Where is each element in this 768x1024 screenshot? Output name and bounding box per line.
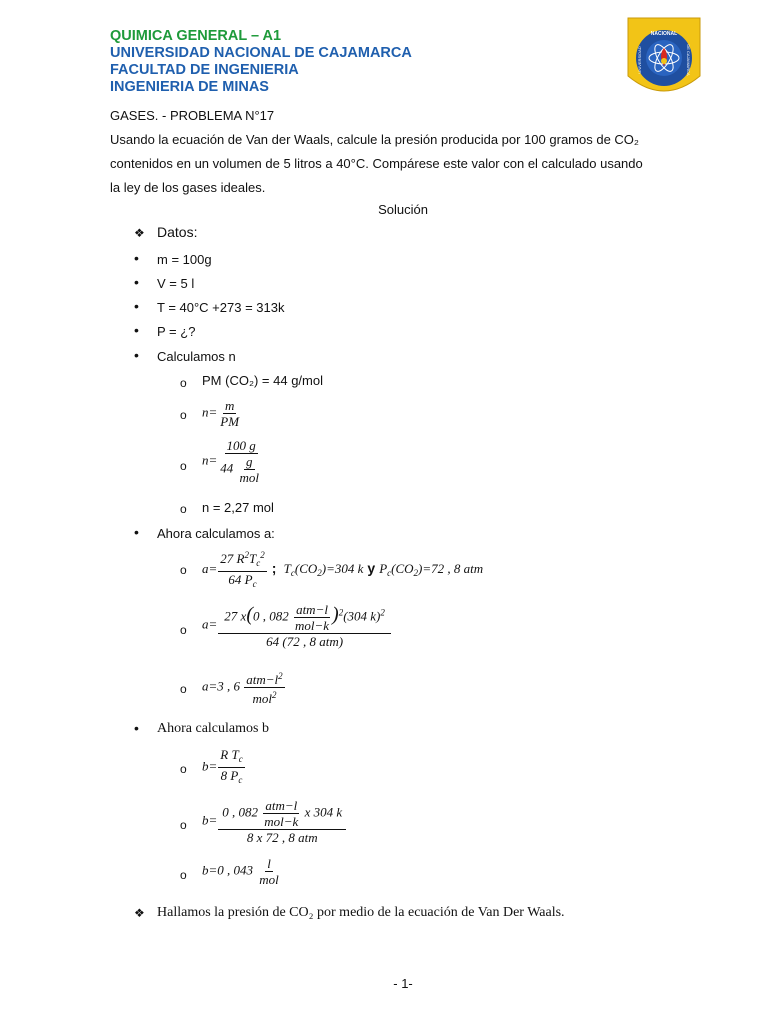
dato-pressure: P = ¿? xyxy=(157,324,196,339)
university-name: UNIVERSIDAD NACIONAL DE CAJAMARCA xyxy=(110,45,412,61)
formula-a-substituted: a= 27 x(0 , 082 $\frac{\text{atm−l}}{\text{mol−k}}$ )$^2$(304 k)$^2$ 64 (72 , 8 atm) xyxy=(202,602,392,649)
page-number: - 1- xyxy=(393,976,413,991)
bullet-icon: • xyxy=(134,274,139,290)
logo-right-text: DE CAJAMARCA xyxy=(686,44,691,76)
dato-temperature: T = 40°C +273 = 313k xyxy=(157,300,285,315)
diamond-bullet-icon: ❖ xyxy=(134,906,145,920)
dato-volume: V = 5 l xyxy=(157,276,195,291)
diamond-bullet-icon: ❖ xyxy=(134,226,145,240)
final-step-label: Hallamos la presión de CO₂ por medio de la ecuación de Van Der Waals. xyxy=(157,905,565,920)
solution-heading: Solución xyxy=(378,202,428,217)
calc-a-label: Ahora calculamos a: xyxy=(157,526,275,541)
formula-n-m-over-pm: n= $\frac{m}{PM}$ xyxy=(202,398,240,429)
circle-bullet-icon: o xyxy=(180,376,187,390)
calc-b-label: Ahora calculamos b xyxy=(157,721,269,736)
circle-bullet-icon: o xyxy=(180,682,187,696)
bullet-icon: • xyxy=(134,720,139,736)
formula-b-result: b=0 , 043 $\frac{l}{\text{mol}}$ xyxy=(202,856,279,887)
molar-mass: PM (CO₂) = 44 g/mol xyxy=(202,373,323,388)
dato-mass: m = 100g xyxy=(157,252,212,267)
bullet-icon: • xyxy=(134,322,139,338)
bullet-icon: • xyxy=(134,298,139,314)
circle-bullet-icon: o xyxy=(180,459,187,473)
formula-a-result: a=3 , 6 $\frac{atm-l^2}{mol^2}$ xyxy=(202,671,283,706)
circle-bullet-icon: o xyxy=(180,563,187,577)
formula-b-substituted: b= 0 , 082 $\frac{\text{atm−l}}{\text{mol−k}}$ x 304 k 8 x 72 , 8 atm xyxy=(202,798,347,845)
problem-statement-line-1: Usando la ecuación de Van der Waals, calcule la presión producida por 100 gramos de CO₂ xyxy=(110,132,639,147)
circle-bullet-icon: o xyxy=(180,762,187,776)
logo-top-text: NACIONAL xyxy=(650,31,678,37)
n-result: n = 2,27 mol xyxy=(202,500,274,515)
school-name: INGENIERIA DE MINAS xyxy=(110,79,269,95)
problem-title: GASES. - PROBLEMA N°17 xyxy=(110,108,275,123)
problem-statement-line-2: contenidos en un volumen de 5 litros a 40°C. Compárese este valor con el calculado usando xyxy=(110,156,643,171)
circle-bullet-icon: o xyxy=(180,502,187,516)
datos-title: Datos: xyxy=(157,224,198,240)
bullet-icon: • xyxy=(134,524,139,540)
university-logo xyxy=(626,16,702,100)
formula-b-general: b= $\frac{R T_c}{8 P_c}$ xyxy=(202,747,243,785)
calc-n-label: Calculamos n xyxy=(157,349,236,364)
circle-bullet-icon: o xyxy=(180,868,187,882)
problem-statement-line-3: la ley de los gases ideales. xyxy=(110,180,266,195)
circle-bullet-icon: o xyxy=(180,818,187,832)
formula-a-general: a= $\frac{27 R^2T_c^2}{64 P_c}$ ; $T_c(CO_2)=304$ k y $P_c(CO_2)=72$ , 8 atm xyxy=(202,550,484,589)
formula-n-substituted: n= 100 g 44 $\frac{g}{\text{mol}}$ xyxy=(202,438,260,485)
course-title: QUIMICA GENERAL – A1 xyxy=(110,28,282,44)
bullet-icon: • xyxy=(134,250,139,266)
circle-bullet-icon: o xyxy=(180,623,187,637)
faculty-name: FACULTAD DE INGENIERIA xyxy=(110,62,299,78)
circle-bullet-icon: o xyxy=(180,408,187,422)
bullet-icon: • xyxy=(134,347,139,363)
logo-left-text: UNIVERSIDAD xyxy=(637,46,642,74)
